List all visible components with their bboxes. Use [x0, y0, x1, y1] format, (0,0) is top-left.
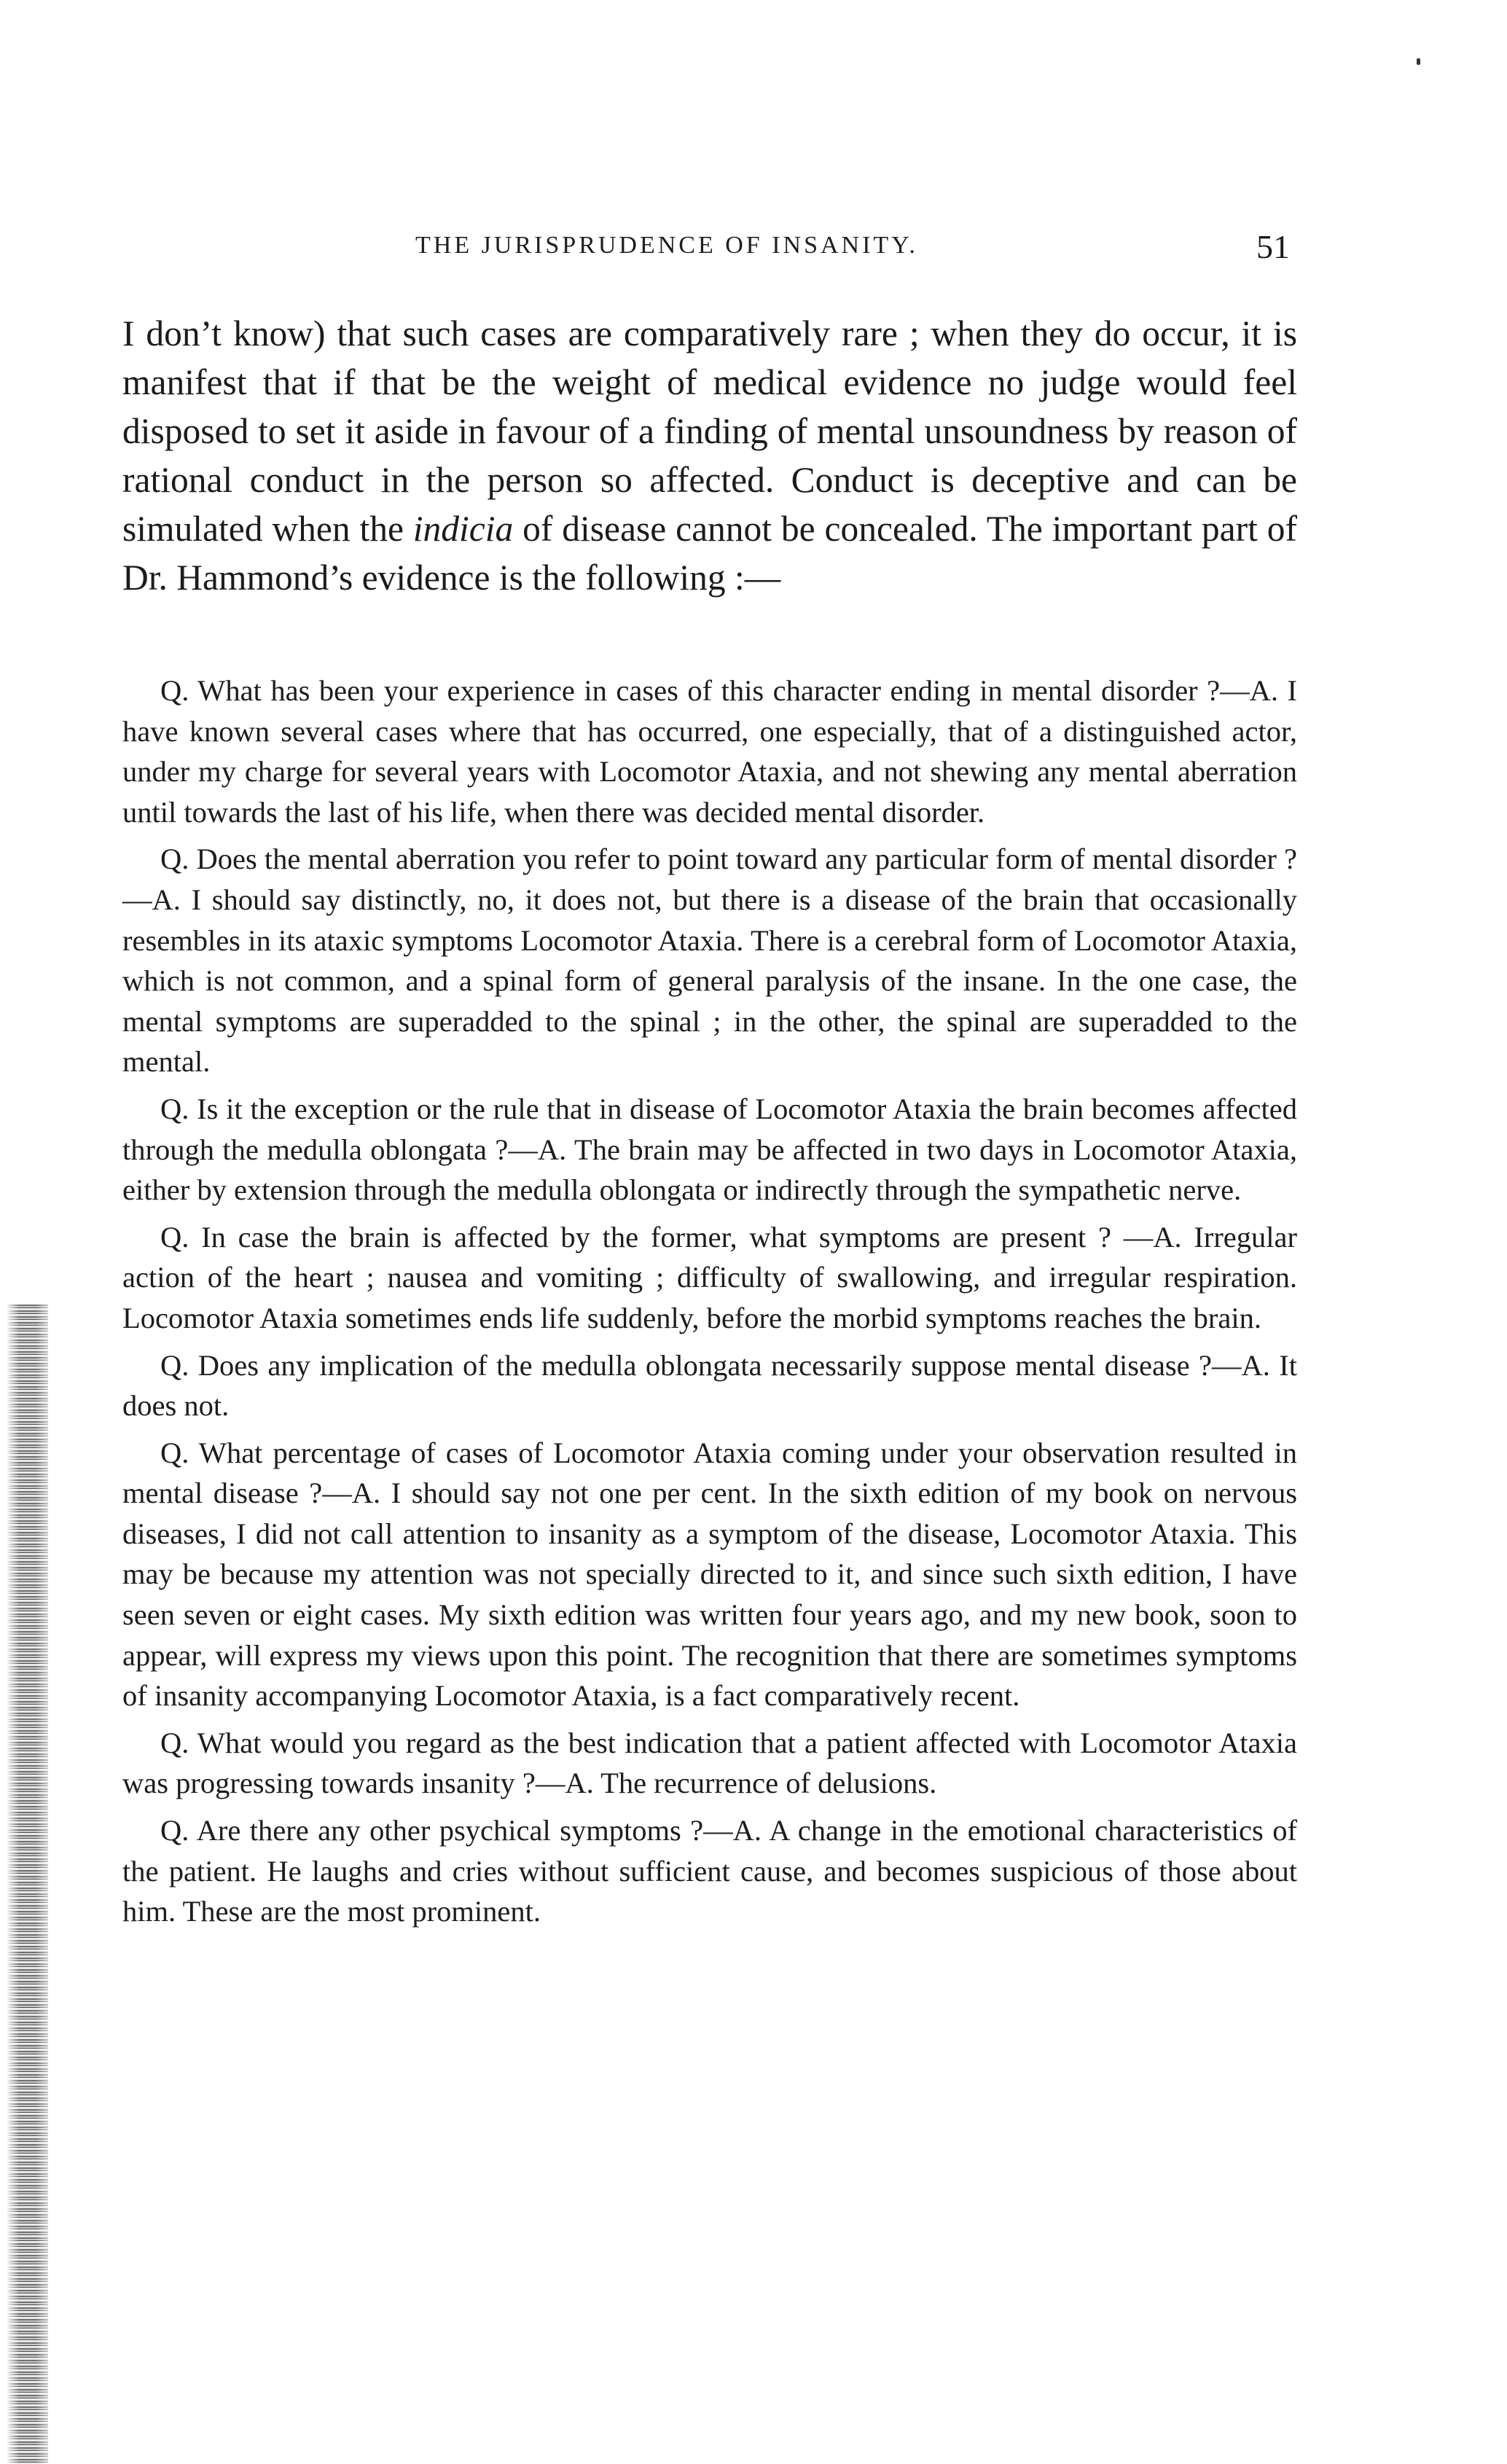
lead-italic-word: indicia	[412, 509, 514, 549]
qa-paragraph: Q. Does the mental aberration you refer to point toward any particular form of mental disorder ?—A. I should say distinctly, no, it does not, but there is a disease of the brain that occasionally resembles in its ataxic symptoms Locomotor Ataxia. There is a cerebral form of Locomotor Ataxia, which is not common, and a spinal form of general paralysis of the insane. In the one case, the mental symptoms are superadded to the spinal ; in the other, the spinal are superadded to the mental.	[122, 842, 1297, 1079]
scan-binding-edge	[7, 1305, 48, 2464]
lead-text-part-2: of disease cannot be concealed. The important part of Dr. Hammond’s evidence is the following :—	[122, 509, 1297, 598]
ink-speck	[1417, 58, 1420, 65]
page-header	[121, 228, 1297, 275]
testimony-section	[122, 670, 1297, 1939]
qa-paragraph: Q. Is it the exception or the rule that in disease of Locomotor Ataxia the brain becomes affected through the medulla oblongata ?—A. The brain may be affected in two days in Locomotor Ataxia, either by extension through the medulla oblongata or indirectly through the sympathetic nerve.	[122, 1092, 1297, 1207]
running-title: THE JURISPRUDENCE OF INSANITY.	[415, 232, 918, 259]
qa-paragraph: Q. What has been your experience in cases of this character ending in mental disorder ?—A. I have known several cases where that has occurred, one especially, that of a distinguished actor, under my charge for several years with Locomotor Ataxia, and not shewing any mental aberration until towards the last of his life, when there was decided mental disorder.	[122, 674, 1297, 829]
qa-paragraph: Q. Are there any other psychical symptoms ?—A. A change in the emotional characteristics of the patient. He laughs and cries without sufficient cause, and becomes suspicious of those about him. These are the most prominent.	[122, 1814, 1297, 1928]
qa-paragraph: Q. What percentage of cases of Locomotor Ataxia coming under your observation resulted in mental disease ?—A. I should say not one per cent. In the sixth edition of my book on nervous diseases, I did not call attention to insanity as a symptom of the disease, Locomotor Ataxia. This may be because my attention was not specially directed to it, and since such sixth edition, I have seen seven or eight cases. My sixth edition was written four years ago, and my new book, soon to appear, will express my views upon this point. The recognition that there are sometimes symptoms of insanity accompanying Locomotor Ataxia, is a fact comparatively recent.	[122, 1436, 1297, 1713]
qa-paragraph: Q. In case the brain is affected by the former, what symptoms are present ? —A. Irregular action of the heart ; nausea and vomiting ; difficulty of swallowing, and irregular respiration. Locomotor Ataxia sometimes ends life suddenly, before the morbid symptoms reaches the brain.	[122, 1220, 1297, 1334]
lead-text-part-1: I don’t know) that such cases are comparatively rare ; when they do occur, it is manifest that if that be the weight of medical evidence no judge would feel disposed to set it aside in favour of a finding of mental unsoundness by reason of rational conduct in the person so affected. Conduct is deceptive and can be simulated when the	[122, 313, 1297, 549]
page-number: 51	[1256, 228, 1290, 265]
qa-paragraph: Q. What would you regard as the best indication that a patient affected with Locomotor Ataxia was progressing towards insanity ?—A. The recurrence of delusions.	[122, 1726, 1297, 1800]
lead-paragraph	[122, 309, 1297, 602]
qa-paragraph: Q. Does any implication of the medulla oblongata necessarily suppose mental disease ?—A. It does not.	[122, 1348, 1297, 1423]
